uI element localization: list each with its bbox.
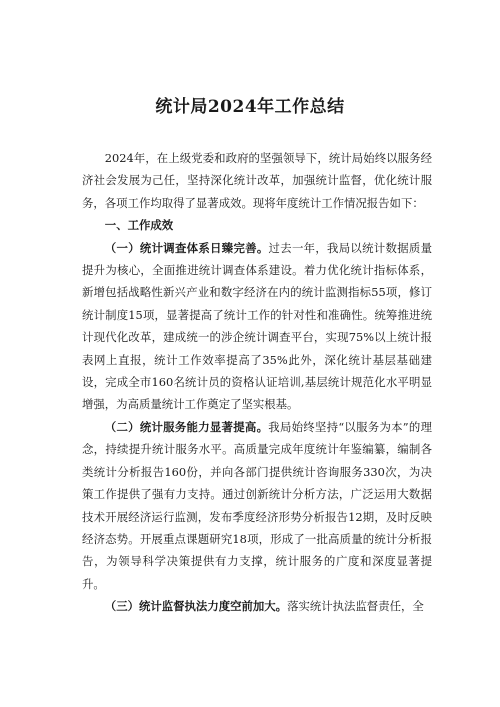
document-body: [82, 147, 432, 618]
paragraph-text: 我局始终坚持“以服务为本”的理念，持续提升统计服务水平。高质量完成年度统计年鉴编纂，编制各类统计分析报告160份，并向各部门提供统计咨询服务330次，为决策工作提供了强有力支持。通过创新统计分析方法，广泛运用大数据技术开展经济运行监测，发布季度经济形势分析报告12期，及时反映经济态势。开展重点课题研究18项，形成了一批高质量的统计分析报告，为领导科学决策提供有力支撑，统计服务的广度和深度显著提升。: [82, 419, 432, 591]
intro-paragraph: 2024年，在上级党委和政府的坚强领导下，统计局始终以服务经济社会发展为己任，坚持深化统计改革，加强统计监督，优化统计服务，各项工作均取得了显著成效。现将年度统计工作情况报告如下：: [82, 151, 432, 210]
achievement-paragraph-3: [82, 595, 432, 617]
achievement-paragraph-2: [82, 416, 432, 595]
achievement-paragraph-1: [82, 237, 432, 416]
paragraph-text: 过去一年，我局以统计数据质量提升为核心，全面推进统计调查体系建设。着力优化统计指标体系，新增包括战略性新兴产业和数字经济在内的统计监测指标55项，修订统计制度15项，显著提高了统计工作的针对性和准确性。统筹推进统计现代化改革，建成统一的涉企统计调查平台，实现75%以上统计报表网上直报，统计工作效率提高了35%此外，深化统计基层基础建设，完成全市160名统计员的资格认证培训,基层统计规范化水平明显增强，为高质量统计工作奠定了坚实根基。: [82, 240, 432, 412]
section-heading-achievements: 一、工作成效: [104, 218, 174, 233]
paragraph-lead: （三）统计监督执法力度空前加大。: [104, 599, 288, 614]
document-title: 统计局2024年工作总结: [155, 97, 345, 117]
paragraph-lead: （二）统计服务能力显著提高。: [104, 419, 269, 434]
paragraph-text: 落实统计执法监督责任，全: [287, 599, 424, 614]
paragraph-lead: （一）统计调查体系日臻完善。: [104, 240, 269, 255]
